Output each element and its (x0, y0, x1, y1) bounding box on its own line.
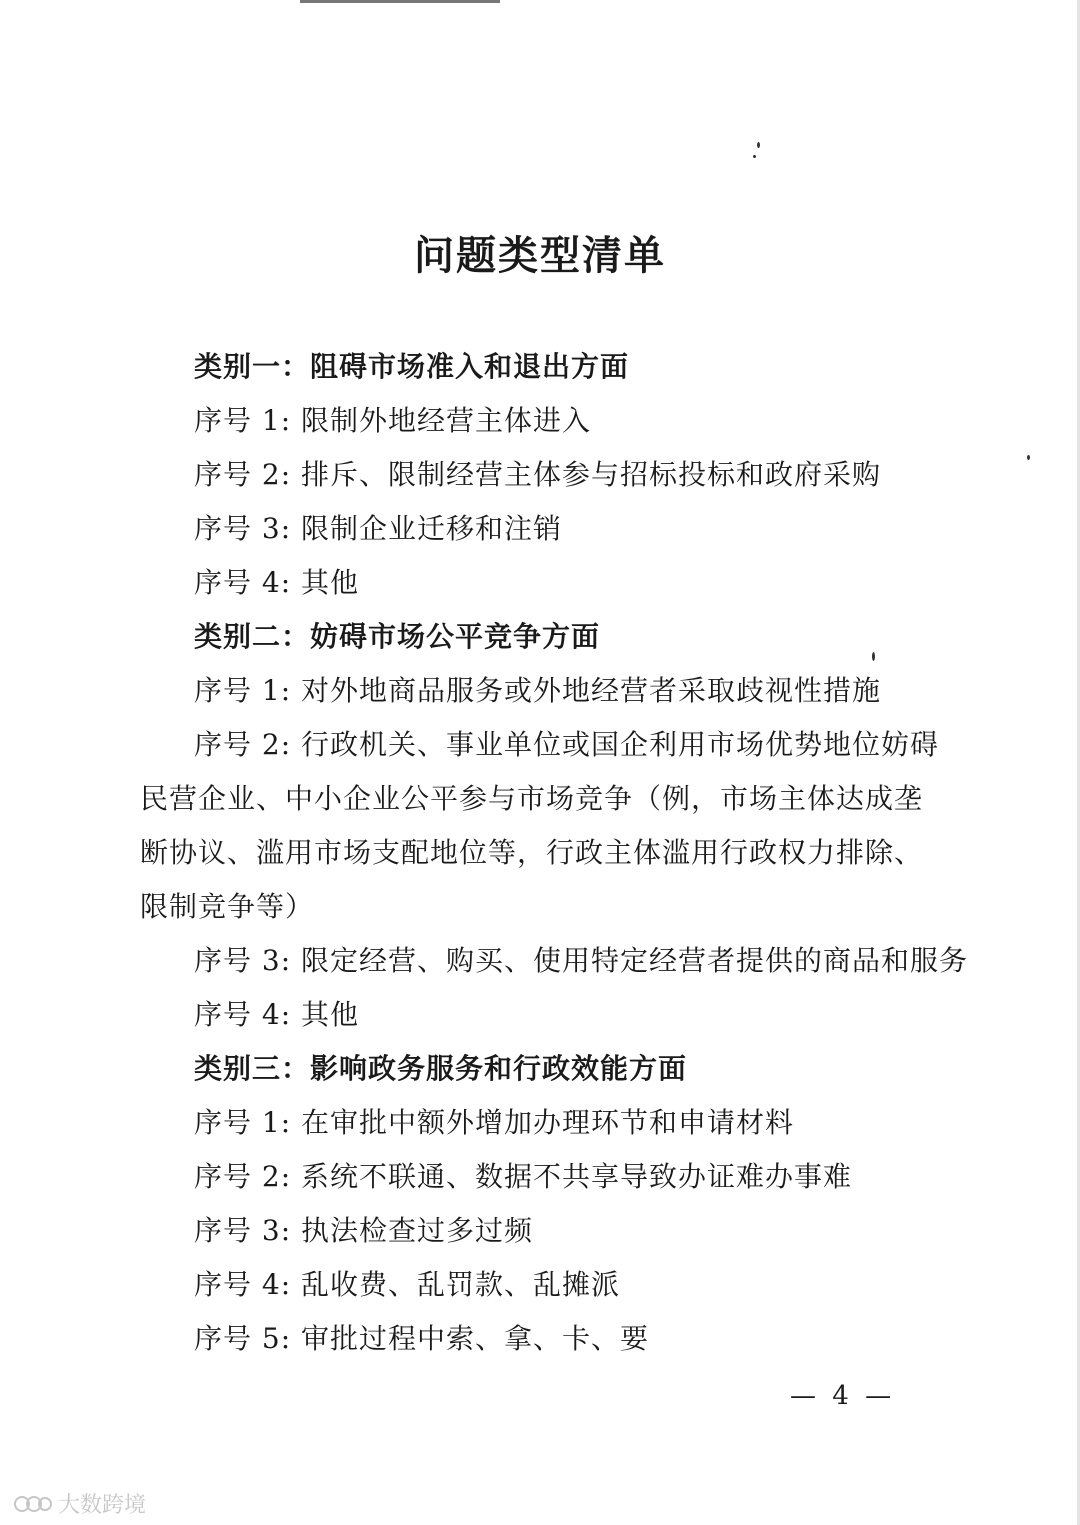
list-item: 序号 1: 限制外地经营主体进入 (194, 404, 592, 437)
issue-list (140, 340, 969, 1366)
scan-speck (1027, 455, 1030, 460)
list-item: 序号 3: 执法检查过多过频 (194, 1214, 534, 1247)
list-item: 序号 4: 其他 (194, 998, 360, 1031)
list-item: 序号 1: 在审批中额外增加办理环节和申请材料 (194, 1106, 795, 1139)
list-item: 序号 3: 限定经营、购买、使用特定经营者提供的商品和服务 (194, 944, 969, 977)
list-item: 序号 2: 排斥、限制经营主体参与招标投标和政府采购 (194, 458, 882, 491)
list-item: 序号 3: 限制企业迁移和注销 (194, 512, 563, 545)
category-heading: 类别三：影响政务服务和行政效能方面 (194, 1052, 688, 1085)
watermark (14, 1488, 146, 1519)
scan-artifact-top (300, 0, 500, 3)
category-heading: 类别一：阻碍市场准入和退出方面 (194, 350, 630, 383)
scan-speck (757, 142, 760, 148)
scan-speck (753, 155, 756, 158)
paragraph-line: 断协议、滥用市场支配地位等，行政主体滥用行政权力排除、 (140, 836, 924, 869)
list-item: 序号 5: 审批过程中索、拿、卡、要 (194, 1322, 650, 1355)
watermark-text: 大数跨境 (58, 1493, 147, 1518)
paragraph-line: 民营企业、中小企业公平参与市场竞争（例，市场主体达成垄 (140, 782, 924, 815)
paragraph-line: 序号 2: 行政机关、事业单位或国企利用市场优势地位妨碍 (194, 728, 940, 761)
list-item: 序号 4: 乱收费、乱罚款、乱摊派 (194, 1268, 621, 1301)
page-title: 问题类型清单 (414, 232, 666, 279)
list-item: 序号 1: 对外地商品服务或外地经营者采取歧视性措施 (194, 674, 882, 707)
category-heading: 类别二：妨碍市场公平竞争方面 (194, 620, 601, 653)
list-item: 序号 4: 其他 (194, 566, 360, 599)
watermark-logo-icon (14, 1493, 52, 1515)
paragraph-line: 限制竞争等） (140, 890, 315, 923)
list-item-paragraph (140, 718, 940, 934)
page-number: — 4 — (790, 1381, 896, 1411)
list-item: 序号 2: 系统不联通、数据不共享导致办证难办事难 (194, 1160, 853, 1193)
